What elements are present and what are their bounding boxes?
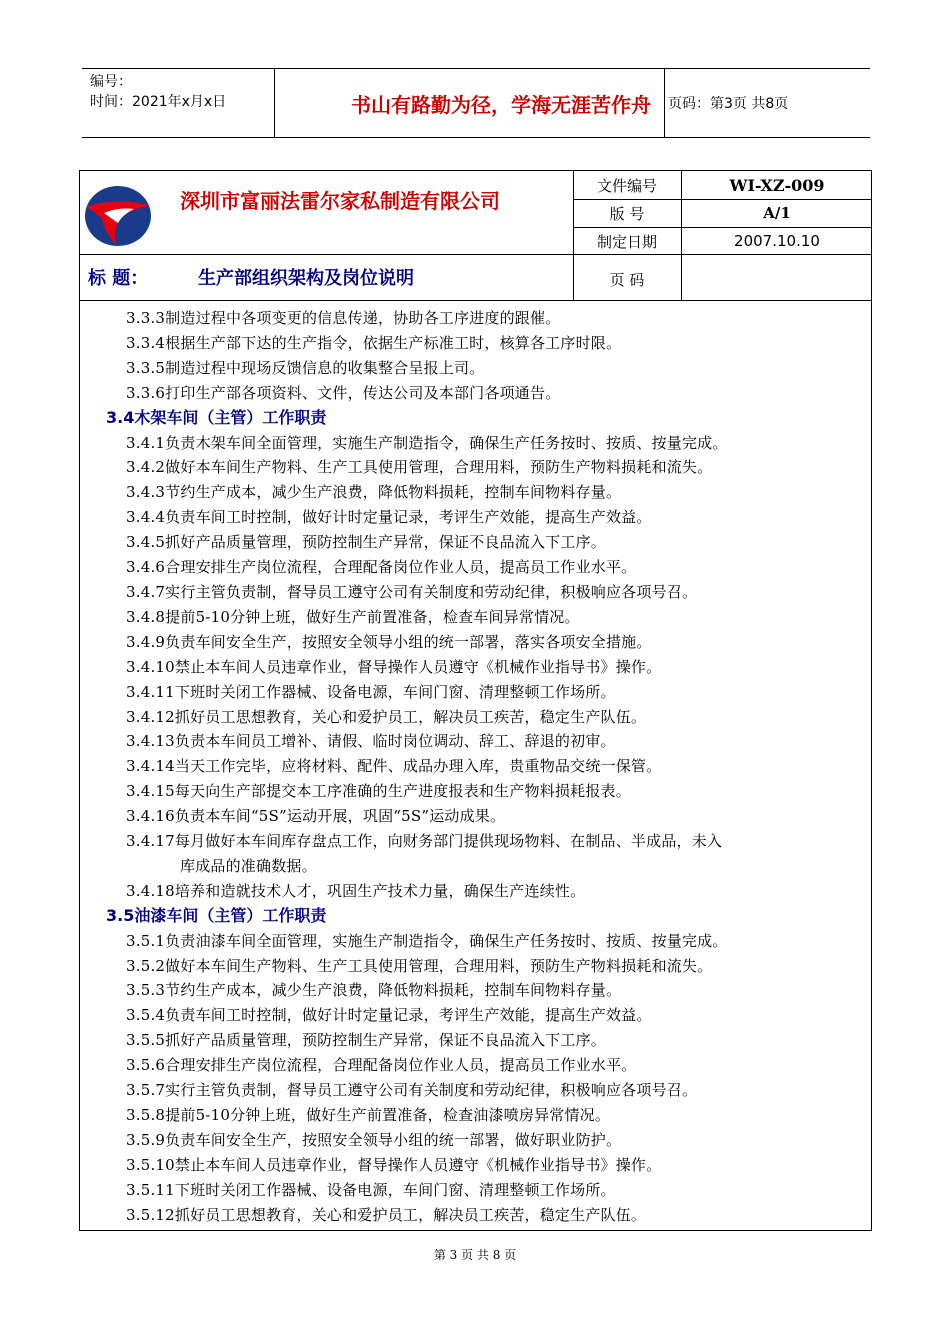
- page-footer: 第 3 页 共 8 页: [433, 1248, 517, 1262]
- file-no-value: WI-XZ-009: [729, 175, 825, 195]
- list-item: 3.4.5抓好产品质量管理，预防控制生产异常，保证不良品流入下工序。: [126, 533, 606, 552]
- list-item: 3.5.7实行主管负责制，督导员工遵守公司有关制度和劳动纪律，积极响应各项号召。: [126, 1081, 698, 1100]
- list-item: 3.4.10禁止本车间人员违章作业，督导操作人员遵守《机械作业指导书》操作。: [126, 657, 662, 676]
- list-item: 3.4.14当天工作完毕，应将材料、配件、成品办理入库，贵重物品交统一保管。: [126, 757, 662, 776]
- page-header: [82, 68, 870, 138]
- list-item: 3.5.10禁止本车间人员违章作业，督导操作人员遵守《机械作业指导书》操作。: [126, 1155, 662, 1174]
- table-rule: [80, 254, 871, 255]
- list-item: 3.4.8提前5-10分钟上班，做好生产前置准备，检查车间异常情况。: [126, 607, 580, 626]
- page-label: 页 码: [609, 270, 645, 289]
- title-label: 标 题：: [88, 268, 149, 289]
- list-item: 3.4.9负责车间安全生产，按照安全领导小组的统一部署，落实各项安全措施。: [126, 632, 652, 651]
- company-name: 深圳市富丽法雷尔家私制造有限公司: [180, 189, 500, 213]
- company-logo: [82, 183, 154, 249]
- list-item: 3.5.1负责油漆车间全面管理，实施生产制造指令，确保生产任务按时、按质、按量完成。: [126, 931, 728, 950]
- list-item: 3.4.17每月做好本车间库存盘点工作，向财务部门提供现场物料、在制品、半成品，未入: [126, 832, 723, 851]
- list-item: 3.4.15每天向生产部提交本工序准确的生产进度报表和生产物料损耗报表。: [126, 782, 631, 801]
- list-item: 3.3.6打印生产部各项资料、文件，传达公司及本部门各项通告。: [126, 383, 561, 402]
- list-item: 3.5.9负责车间安全生产，按照安全领导小组的统一部署，做好职业防护。: [126, 1130, 622, 1149]
- date-label: 制定日期: [596, 232, 657, 251]
- list-item: 3.4.4负责车间工时控制，做好计时定量记录，考评生产效能，提高生产效益。: [126, 508, 652, 527]
- header-meta: [90, 72, 290, 112]
- list-item: 3.5.2做好本车间生产物料、生产工具使用管理，合理用料，预防生产物料损耗和流失。: [126, 956, 713, 975]
- document-table: [79, 170, 872, 1231]
- list-item: 3.5.3节约生产成本，减少生产浪费，降低物料损耗，控制车间物料存量。: [126, 981, 622, 1000]
- list-item: 3.5.12抓好员工思想教育，关心和爱护员工，解决员工疾苦，稳定生产队伍。: [126, 1205, 647, 1224]
- file-no-label: 文件编号: [596, 176, 657, 195]
- list-item: 3.4.18培养和造就技术人才，巩固生产技术力量，确保生产连续性。: [126, 881, 586, 900]
- list-item: 3.5.6合理安排生产岗位流程，合理配备岗位作业人员，提高员工作业水平。: [126, 1056, 637, 1075]
- list-item: 3.3.5制造过程中现场反馈信息的收集整合呈报上司。: [126, 358, 485, 377]
- list-item: 3.4.7实行主管负责制，督导员工遵守公司有关制度和劳动纪律，积极响应各项号召。: [126, 582, 698, 601]
- list-item: 3.3.3制造过程中各项变更的信息传递，协助各工序进度的跟催。: [126, 309, 561, 327]
- list-item: 3.4.12抓好员工思想教育，关心和爱护员工，解决员工疾苦，稳定生产队伍。: [126, 707, 647, 726]
- header-time: 时间：2021年x月x日: [90, 94, 227, 110]
- list-item: 3.4.3节约生产成本，减少生产浪费，降低物料损耗，控制车间物料存量。: [126, 483, 622, 502]
- list-item: 3.4.16负责本车间“5S”运动开展，巩固“5S”运动成果。: [126, 807, 506, 826]
- version-value: A/1: [763, 204, 791, 222]
- list-item: 3.4.1负责木架车间全面管理，实施生产制造指令，确保生产任务按时、按质、按量完成。: [126, 433, 728, 452]
- header-motto: 书山有路勤为径，学海无涯苦作舟: [351, 92, 651, 117]
- section-heading: 3.5油漆车间（主管）工作职责: [106, 905, 327, 925]
- table-rule: [80, 300, 871, 301]
- list-item: 3.5.11下班时关闭工作器械、设备电源，车间门窗、清理整顿工作场所。: [126, 1180, 616, 1199]
- list-item: 3.5.4负责车间工时控制，做好计时定量记录，考评生产效能，提高生产效益。: [126, 1006, 652, 1025]
- list-item: 3.5.8提前5-10分钟上班，做好生产前置准备，检查油漆喷房异常情况。: [126, 1106, 611, 1124]
- list-item: 3.5.5抓好产品质量管理，预防控制生产异常，保证不良品流入下工序。: [126, 1031, 606, 1050]
- list-item: 3.4.11下班时关闭工作器械、设备电源，车间门窗、清理整顿工作场所。: [126, 682, 616, 701]
- list-item: 3.4.13负责本车间员工增补、请假、临时岗位调动、辞工、辞退的初审。: [126, 732, 616, 751]
- list-item: 3.3.4根据生产部下达的生产指令，依据生产标准工时，核算各工序时限。: [126, 333, 622, 352]
- version-label: 版 号: [609, 204, 645, 223]
- document-body: [104, 306, 869, 1228]
- header-number-label: 编号：: [90, 74, 132, 90]
- header-page-info: 页码：第3页 共8页: [668, 96, 789, 112]
- date-value: 2007.10.10: [734, 232, 820, 250]
- section-heading: 3.4木架车间（主管）工作职责: [106, 407, 327, 427]
- list-item: 3.4.6合理安排生产岗位流程，合理配备岗位作业人员，提高员工作业水平。: [126, 558, 637, 577]
- list-item: 3.4.2做好本车间生产物料、生产工具使用管理，合理用料，预防生产物料损耗和流失。: [126, 458, 713, 477]
- document-title: 生产部组织架构及岗位说明: [198, 268, 414, 289]
- list-item-continuation: 库成品的准确数据。: [180, 856, 317, 875]
